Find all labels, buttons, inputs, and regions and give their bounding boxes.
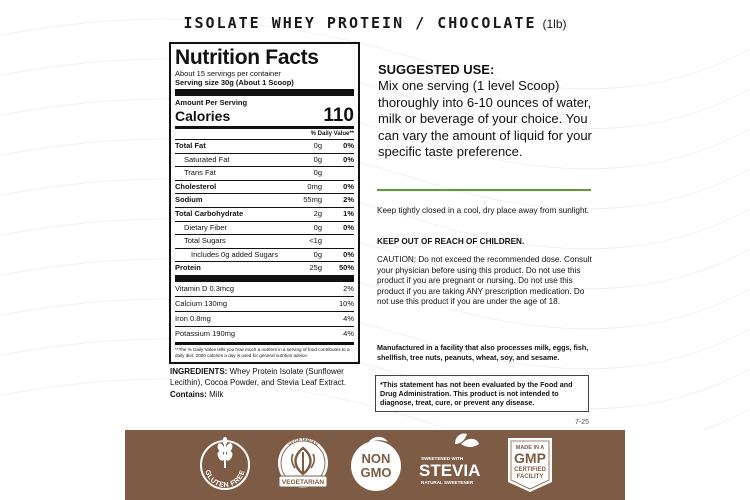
nutrient-qty: 0g (313, 222, 322, 232)
nutrient-row (175, 261, 354, 275)
calories-label: Calories (175, 108, 231, 124)
nutrition-facts-title: Nutrition Facts (175, 46, 319, 69)
certification-badge-strip (125, 430, 625, 500)
nutrient-qty: 0mg (307, 181, 322, 191)
divider-thick (175, 89, 354, 96)
vitamin-pct: 2% (343, 283, 354, 293)
vitamin-name: Calcium 130mg (175, 298, 228, 308)
gmp-facility: FACILITY (516, 474, 544, 480)
nutrient-pct: 0% (343, 222, 354, 232)
ingredients-label: INGREDIENTS: (170, 367, 228, 376)
nutrient-name: Total Fat (175, 141, 206, 150)
daily-value-header: % Daily Value** (310, 131, 354, 137)
ingredients-text: Whey Protein Isolate (Sunflower Lecithin), Cocoa Powder, and Stevia Leaf Extract. (170, 367, 347, 387)
daily-value-footnote: **The % Daily Value tells you how much a nutrient in a serving of food contributes to a daily diet. 2000 calories a day is used for general nutrition advice. (175, 346, 350, 358)
nutrient-name: Protein (175, 263, 201, 273)
vitamin-row (175, 296, 354, 311)
product-title (0, 14, 750, 32)
non-gmo-badge (348, 430, 404, 500)
divider-thick (175, 275, 354, 282)
fda-disclaimer-box: *This statement has not been evaluated by the Food and Drug Administration. This product is not intended to diagnose, treat, cure, or prevent any disease. (375, 375, 589, 412)
vitamin-pct: 10% (338, 298, 354, 308)
allergen-contains (170, 390, 223, 399)
nutrition-facts-panel (169, 42, 360, 364)
vitamin-name: Vitamin D 0.3mcg (175, 283, 235, 293)
product-name: ISOLATE WHEY PROTEIN / CHOCOLATE (183, 14, 537, 32)
contains-label: Contains: (170, 390, 207, 399)
vegetarian-banner-text: VEGETARIAN (281, 479, 325, 486)
non-text: NON (361, 451, 391, 466)
vitamin-row (175, 326, 354, 341)
nutrient-row (175, 193, 354, 207)
nutrient-pct (328, 235, 354, 248)
nutrient-pct: 0% (343, 154, 354, 164)
vegetarian-badge (271, 430, 335, 500)
stevia-sweetened-with: SWEETENED WITH (421, 456, 464, 461)
nutrient-name: Includes 0g added Sugars (191, 249, 279, 259)
nutrient-row (175, 166, 354, 180)
vitamin-row (175, 282, 354, 296)
nutrient-qty: 55mg (303, 195, 322, 205)
nutrient-qty: 0g (313, 154, 322, 164)
serving-size: Serving size 30g (About 1 Scoop) (175, 78, 294, 87)
nutrient-pct (328, 167, 354, 180)
nutrient-qty: 0g (313, 249, 322, 259)
ingredients (170, 366, 370, 388)
nutrient-pct: 0% (343, 141, 354, 150)
children-warning: KEEP OUT OF REACH OF CHILDREN. (377, 237, 525, 246)
nutrient-name: Cholesterol (175, 181, 217, 191)
leaf-icon (455, 433, 479, 447)
stevia-text: STEVIA (419, 461, 481, 480)
nutrient-qty: 0g (313, 141, 322, 150)
calories-value: 110 (323, 105, 354, 126)
product-size: (1lb) (542, 17, 567, 31)
stevia-natural-sweetener: NATURAL SWEETENER (421, 480, 474, 485)
nutrient-pct: 1% (343, 208, 354, 218)
nutrient-name: Saturated Fat (184, 154, 230, 164)
allergen-facility-statement: Manufactured in a facility that also processes milk, eggs, fish, shellfish, tree nuts, peanuts, wheat, soy, and sesame. (377, 343, 589, 362)
nutrient-name: Total Carbohydrate (175, 208, 244, 218)
calories-row (175, 107, 354, 125)
gmp-certified-badge (502, 430, 558, 500)
gmo-text: GMO (360, 465, 392, 480)
servings-per-container: About 15 servings per container (175, 69, 281, 78)
gmp-text: GMP (514, 450, 546, 466)
nutrient-pct: 0% (343, 181, 354, 191)
divider-medium (175, 126, 354, 129)
gmp-made-in: MADE IN A (515, 445, 545, 451)
nutrient-row (175, 234, 354, 248)
nutrient-row (175, 180, 354, 194)
vitamin-row (175, 311, 354, 326)
nutrient-qty: 0g (313, 168, 322, 178)
nutrient-row (175, 221, 354, 235)
vitamin-name: Potassium 190mg (175, 328, 236, 338)
nutrient-name: Trans Fat (184, 168, 216, 178)
amount-per-serving: Amount Per Serving (175, 98, 248, 107)
divider-line (377, 189, 591, 191)
nutrient-pct: 2% (343, 195, 354, 205)
caution-text: CAUTION: Do not exceed the recommended dose. Consult your physician before using this product. Do not use this product if you are pregnant or nursing. Do not use this product if you are taking ANY prescription medication. Do not use this product if you are under the age of 18. (377, 255, 592, 306)
suggested-use-title: SUGGESTED USE: (378, 62, 495, 77)
vegetarian-arc-text: VEGETARIAN (287, 436, 319, 448)
contains-text: Milk (206, 390, 224, 399)
gmp-certified: CERTIFIED (514, 467, 546, 473)
nutrient-name: Dietary Fiber (184, 222, 227, 232)
nutrient-pct: 50% (338, 263, 354, 273)
nutrient-qty: <1g (309, 236, 322, 246)
nutrient-row (175, 153, 354, 167)
nutrient-qty: 2g (313, 208, 322, 218)
nutrient-row (175, 207, 354, 221)
svg-text:GLUTEN FREE (203, 469, 246, 489)
vitamin-name: Iron 0.8mg (175, 313, 211, 323)
nutrient-row (175, 248, 354, 262)
storage-instructions: Keep tightly closed in a cool, dry place away from sunlight. (377, 206, 590, 215)
stevia-badge (415, 430, 489, 500)
vitamin-pct: 4% (343, 328, 354, 338)
vitamin-pct: 4% (343, 313, 354, 323)
nutrient-qty: 25g (309, 263, 322, 273)
nutrient-pct: 0% (343, 249, 354, 259)
divider-medium (175, 342, 354, 345)
gluten-free-badge (197, 430, 253, 500)
gluten-free-text: GLUTEN FREE (203, 469, 247, 490)
suggested-use-text: Mix one serving (1 level Scoop) thoroughly into 6-10 ounces of water, milk or beverage of your choice. You can vary the amount of liquid for your specific taste preference. (378, 78, 592, 159)
label-code: 7-25 (575, 419, 590, 426)
nutrient-name: Sodium (175, 195, 203, 205)
nutrient-name: Total Sugars (184, 236, 226, 246)
nutrient-row (175, 139, 354, 153)
